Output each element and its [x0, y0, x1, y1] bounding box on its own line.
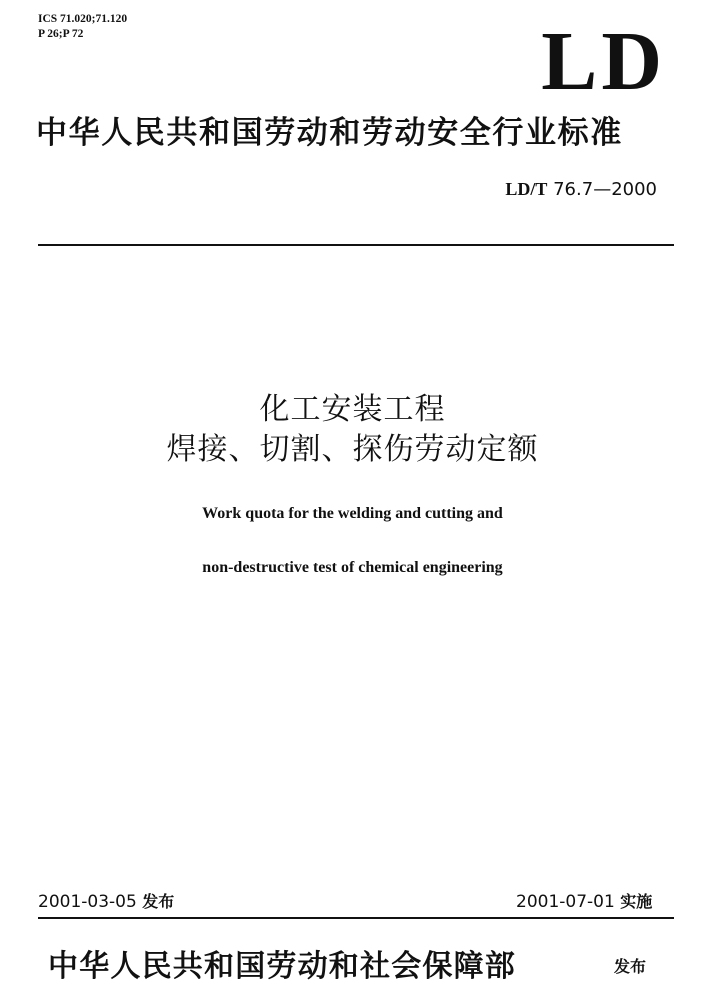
header-divider: [38, 244, 674, 246]
issuer-name: 中华人民共和国劳动和社会保障部: [48, 949, 516, 984]
standard-code: 76.7—2000: [553, 179, 657, 200]
classification-codes: [38, 12, 127, 42]
title-en-line2: non-destructive test of chemical engineering: [202, 559, 503, 576]
title-cn-line2: 焊接、切割、探伤劳动定额: [166, 432, 539, 467]
implement-date-value: 2001-07-01: [516, 892, 615, 912]
release-label: 发布: [142, 892, 175, 911]
standard-prefix: LD/T: [505, 179, 548, 199]
release-date-value: 2001-03-05: [38, 892, 137, 912]
issuer-action: 发布: [614, 957, 647, 976]
implement-date: [516, 891, 652, 913]
release-date: [38, 891, 174, 913]
footer-divider: [38, 917, 674, 919]
title-en-line1: Work quota for the welding and cutting and: [202, 505, 503, 522]
ccs-code: P 26;P 72: [38, 28, 84, 40]
title-cn-line1: 化工安装工程: [259, 392, 446, 427]
implement-label: 实施: [620, 892, 653, 911]
ld-logo: LD: [541, 15, 666, 108]
ics-code: ICS 71.020;71.120: [38, 13, 128, 25]
organization-title: 中华人民共和国劳动和劳动安全行业标准: [36, 115, 623, 151]
standard-number: [400, 178, 657, 201]
